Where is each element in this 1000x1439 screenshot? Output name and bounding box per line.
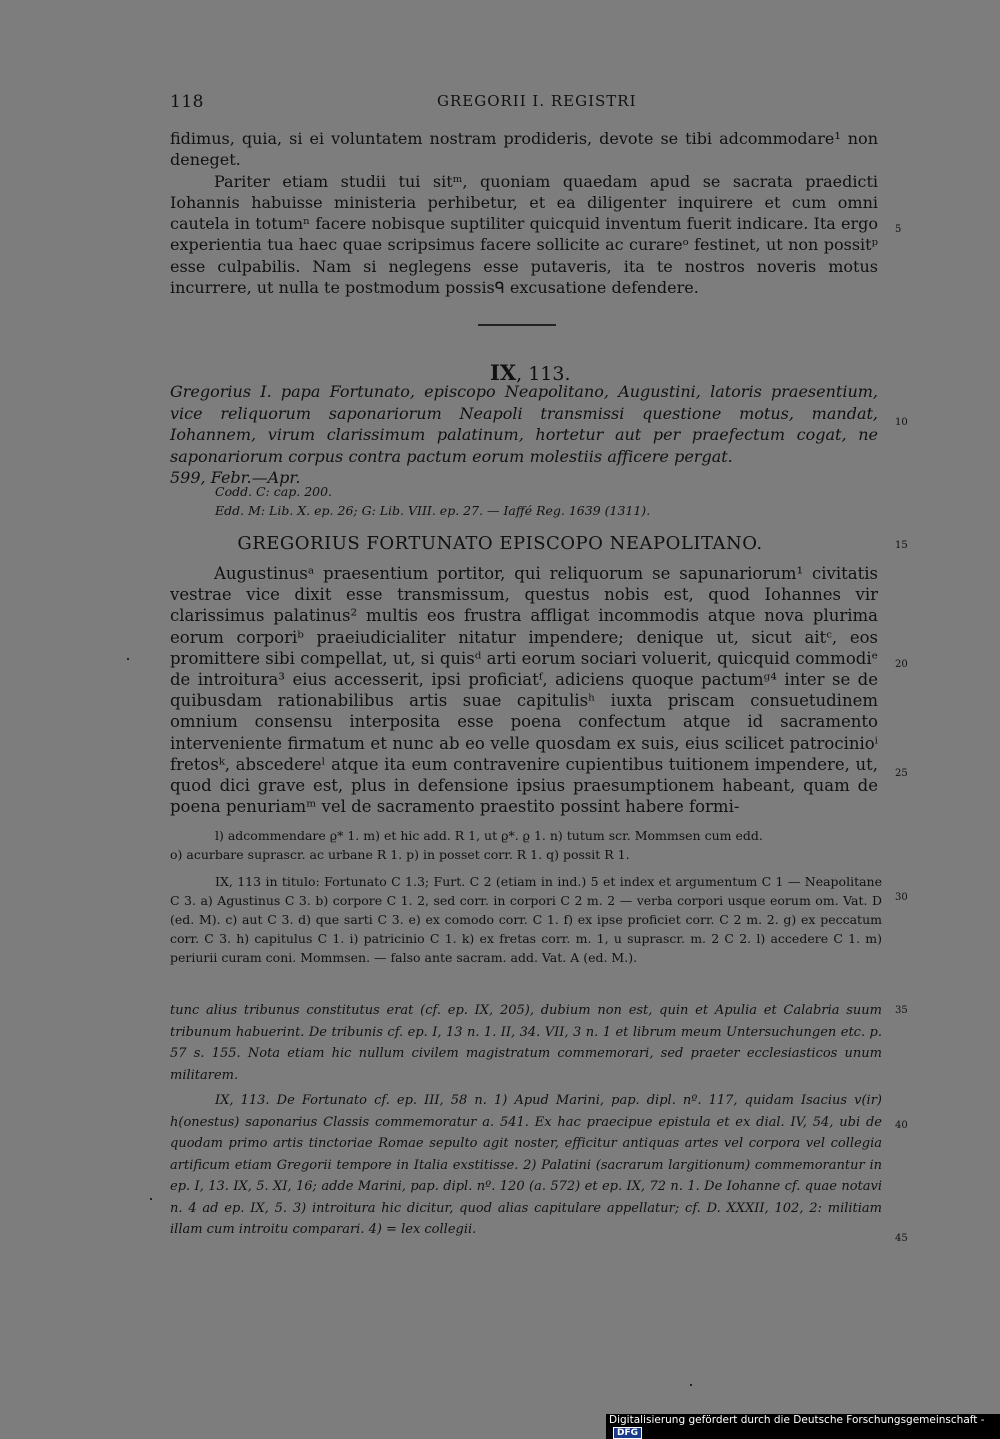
epistle-number-bold: IX	[490, 360, 517, 385]
editions-line: Edd. M: Lib. X. ep. 26; G: Lib. VIII. ep. 27. — Iaffé Reg. 1639 (1311).	[215, 503, 651, 518]
addressee-heading: GREGORIUS FORTUNATO EPISCOPO NEAPOLITANO.	[237, 533, 763, 554]
line-number: 10	[895, 417, 908, 428]
commentary	[170, 1000, 882, 1241]
apparatus-previous	[170, 826, 882, 864]
apparatus-criticus	[170, 872, 882, 967]
apparatus-previous-line-1: l) adcommendare ϱ* 1. m) et hic add. R 1, ut ϱ*. ϱ 1. n) tutum scr. Mommsen cum edd.	[215, 828, 763, 843]
dfg-logo: DFG	[613, 1427, 642, 1439]
line-number: 45	[895, 1233, 908, 1244]
epistle-number-rest: , 113.	[516, 363, 571, 385]
margin-mark	[150, 1198, 152, 1200]
line-number: 15	[895, 540, 908, 551]
section-separator	[478, 324, 556, 326]
margin-mark	[127, 658, 129, 660]
continuation-paragraph-2: Pariter etiam studii tui sitᵐ, quoniam quaedam apud se sacrata praedicti Iohannis habuisse ministeria perhibetur, et ea diligenter inquirere et cum omni cautela in totumⁿ facere nobisque suptiliter quicquid inventum fuerit indicare. Ita ergo experientia tua haec quae scripsimus facere sollicite ac curareᵒ festinet, ut non possitᵖ esse culpabilis. Nam si neglegens esse putaveris, ita te nostros noveris motus incurrere, ut nulla te postmodum possisᑫ excusatione defendere.	[170, 171, 878, 298]
epistle-text	[170, 563, 878, 817]
epistle-date: 599, Febr.—Apr.	[170, 468, 301, 487]
line-number: 20	[895, 659, 908, 670]
digitization-footer	[606, 1414, 1000, 1439]
line-number: 35	[895, 1005, 908, 1016]
continuation-paragraph-1: fidimus, quia, si ei voluntatem nostram prodideris, devote se tibi adcommodare¹ non deneget.	[170, 129, 878, 170]
line-number: 5	[895, 224, 902, 235]
codices-line: Codd. C: cap. 200.	[215, 484, 333, 499]
margin-mark	[690, 1384, 692, 1386]
page-number: 118	[170, 92, 204, 112]
line-number: 25	[895, 768, 908, 779]
summary-text: Gregorius I. papa Fortunato, episcopo Neapolitano, Augustini, latoris praesentium, vice reliquorum saponariorum Neapoli transmissi questione motus, mandat, Iohannem, virum clarissimum palatinum, hortetur aut per praefectum cogat, ne saponariorum corpus contra pactum eorum molestiis afficere pergat.	[170, 382, 878, 466]
running-title: GREGORII I. REGISTRI	[437, 92, 637, 110]
footer-text: Digitalisierung gefördert durch die Deutsche Forschungsgemeinschaft -	[609, 1414, 985, 1426]
line-number: 30	[895, 892, 908, 903]
line-number: 40	[895, 1120, 908, 1131]
epistle-summary	[170, 381, 878, 489]
commentary-paragraph-1: tunc alius tribunus constitutus erat (cf. ep. IX, 205), dubium non est, quin et Apulia et Calabria suum tribunum habuerint. De tribunis cf. ep. I, 13 n. 1. II, 34. VII, 3 n. 1 et librum meum Untersuchungen etc. p. 57 s. 155. Nota etiam hic nullum civilem magistratum commemorari, sed praeter ecclesiasticos unum militarem.	[170, 1003, 882, 1083]
apparatus-previous-line-2: o) acurbare suprascr. ac urbane R 1. p) in posset corr. R 1. q) possit R 1.	[170, 847, 630, 862]
continuation-text	[170, 128, 878, 298]
apparatus-text: IX, 113 in titulo: Fortunato C 1.3; Furt. C 2 (etiam in ind.) 5 et index et argumentum C 1 — Neapolitane C 3. a) Agustinus C 3. b) corpore C 1. 2, sed corr. in corpori C 2 m. 2 — verba corpori usque eorum om. Vat. D (ed. M). c) aut C 3. d) que sarti C 3. e) ex comodo corr. C 1. f) ex ipse proficiet corr. C 2 m. 2. g) ex peccatum corr. C 3. h) capitulus C 1. i) patricinio C 1. k) ex fretas corr. m. 1, u suprascr. m. 2 C 2. l) accedere C 1. m) periurii curam coni. Mommsen. — falso ante sacram. add. Vat. A (ed. M.).	[170, 874, 882, 965]
epistle-body: Augustinusᵃ praesentium portitor, qui reliquorum se sapunariorum¹ civitatis vestrae vice dixit esse transmissum, questus nobis est, quod Iohannes vir clarissimus palatinus² multis eos frustra affligat incommodis atque nova plurima eorum corporiᵇ praeiudicialiter nitatur impendere; denique ut, sicut aitᶜ, eos promittere sibi compellat, ut, si quisᵈ arti eorum sociari voluerit, quicquid commodiᵉ de introitura³ eius accesserit, ipsi proficiatᶠ, adiciens quoque pactumᵍ⁴ inter se de quibusdam rationabilibus artis suae capitulisʰ iuxta priscam consuetudinem omnium consensu interposita esse poena confectum atque id sacramento interveniente firmatum et nunc ab eo velle quosdam ex suis, eius scilicet patrocinioⁱ fretosᵏ, abscedereˡ atque ita eum contravenire cupientibus tuitionem impendere, ut, quod dici grave est, plus in defensione ipsius praesumptionem habeant, quam de poena penuriamᵐ vel de sacramento praestito possint habere formi-	[170, 564, 878, 817]
commentary-paragraph-2: IX, 113. De Fortunato cf. ep. III, 58 n. 1) Apud Marini, pap. dipl. nº. 117, quidam Isacius v(ir) h(onestus) saponarius Classis commemoratur a. 541. Ex hac praecipue epistula et ex dial. IV, 54, ubi de quodam primo artis tinctoriae Romae sepulto agit noster, efficitur antiquas artes vel corpora vel collegia artificum etiam Gregorii tempore in Italia exstitisse. 2) Palatini (sacrarum largitionum) commemorantur in ep. I, 13. IX, 5. XI, 16; adde Marini, pap. dipl. nº. 120 (a. 572) et ep. IX, 72 n. 1. De Iohanne cf. quae notavi n. 4 ad ep. IX, 5. 3) introitura hic dicitur, quod alias capitulare appellatur; cf. D. XXXII, 102, 2: militiam illam cum introitu comparari. 4) = lex collegii.	[170, 1093, 882, 1237]
